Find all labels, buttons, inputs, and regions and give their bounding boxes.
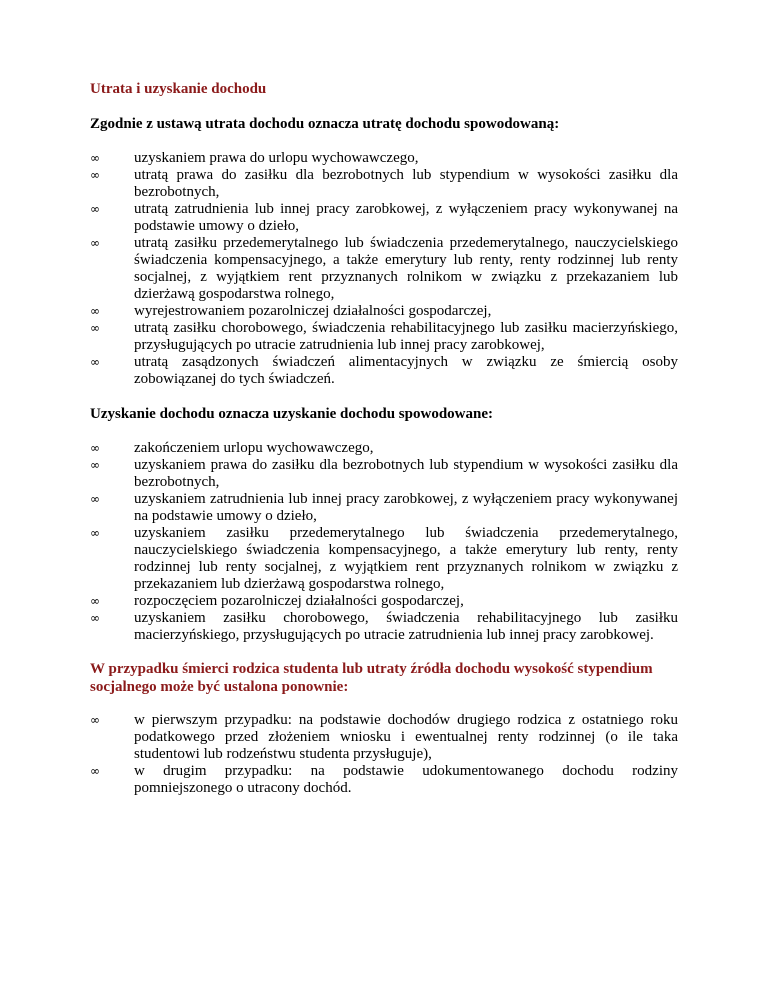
list-item [90,491,678,525]
list-item [90,440,678,457]
list-item-text: zakończeniem urlopu wychowawczego, [134,440,374,456]
list-item-text: w drugim przypadku: na podstawie udokumentowanego dochodu rodziny pomniejszonego o utracony dochód. [134,763,678,796]
list-item [90,150,678,167]
list-item [90,610,678,644]
list-item [90,593,678,610]
income-gain-list [90,440,678,644]
list-item-text: w pierwszym przypadku: na podstawie dochodów drugiego rodzica z ostatniego roku podatkowego przed złożeniem wniosku i ewentualnej renty rodzinnej (o ile taka studentowi lub rodzeństwu studenta przysługuje), [134,712,678,762]
income-loss-list [90,150,678,388]
list-item-text: utratą zatrudnienia lub innej pracy zarobkowej, z wyłączeniem pracy wykonywanej na podstawie umowy o dzieło, [134,201,678,234]
list-item [90,525,678,593]
list-item [90,763,678,797]
section-heading-income-gain: Uzyskanie dochodu oznacza uzyskanie dochodu spowodowane: [90,406,493,422]
document-page [90,80,678,797]
list-item-text: wyrejestrowaniem pozarolniczej działalności gospodarczej, [134,303,492,319]
infinity-bullet-icon: ∞ [90,202,100,216]
infinity-bullet-icon: ∞ [90,151,100,165]
infinity-bullet-icon: ∞ [90,594,100,608]
infinity-bullet-icon: ∞ [90,611,100,625]
list-item-text: uzyskaniem prawa do urlopu wychowawczego, [134,150,419,166]
infinity-bullet-icon: ∞ [90,236,100,250]
infinity-bullet-icon: ∞ [90,764,100,778]
list-item-text: utratą zasiłku chorobowego, świadczenia rehabilitacyjnego lub zasiłku macierzyńskiego, przysługujących po utracie zatrudnienia lub innej pracy zarobkowej, [134,320,678,353]
infinity-bullet-icon: ∞ [90,492,100,506]
list-item-text: uzyskaniem zatrudnienia lub innej pracy zarobkowej, z wyłączeniem pracy wykonywanej na podstawie umowy o dzieło, [134,491,678,524]
list-item [90,235,678,303]
infinity-bullet-icon: ∞ [90,458,100,472]
infinity-bullet-icon: ∞ [90,441,100,455]
list-item-text: utratą zasądzonych świadczeń alimentacyjnych w związku ze śmiercią osoby zobowiązanej do tych świadczeń. [134,354,678,387]
list-item [90,354,678,388]
list-item [90,167,678,201]
list-item-text: uzyskaniem prawa do zasiłku dla bezrobotnych lub stypendium w wysokości zasiłku dla bezrobotnych, [134,457,678,490]
list-item [90,320,678,354]
infinity-bullet-icon: ∞ [90,355,100,369]
infinity-bullet-icon: ∞ [90,168,100,182]
section-heading-income-loss: Zgodnie z ustawą utrata dochodu oznacza utratę dochodu spowodowaną: [90,116,560,132]
list-item-text: uzyskaniem zasiłku chorobowego, świadczenia rehabilitacyjnego lub zasiłku macierzyńskiego, przysługujących po utracie zatrudnienia lub innej pracy zarobkowej. [134,610,678,643]
infinity-bullet-icon: ∞ [90,304,100,318]
list-item [90,457,678,491]
recalculation-list [90,712,678,797]
document-title: Utrata i uzyskanie dochodu [90,81,267,97]
infinity-bullet-icon: ∞ [90,713,100,727]
list-item [90,303,678,320]
infinity-bullet-icon: ∞ [90,321,100,335]
list-item-text: utratą prawa do zasiłku dla bezrobotnych lub stypendium w wysokości zasiłku dla bezrobotnych, [134,167,678,200]
list-item [90,712,678,763]
list-item-text: uzyskaniem zasiłku przedemerytalnego lub świadczenia przedemerytalnego, nauczycielskiego świadczenia kompensacyjnego, a także emerytury lub renty, renty rodzinnej lub renty socjalnej, z wyjątkiem rent przyznanych rolnikom w związku z przekazaniem lub dzierżawą gospodarstwa rolnego, [134,525,678,592]
list-item [90,201,678,235]
list-item-text: utratą zasiłku przedemerytalnego lub świadczenia przedemerytalnego, nauczycielskiego świadczenia kompensacyjnego, a także emerytury lub renty, renty rodzinnej lub renty socjalnej, z wyjątkiem rent przyznanych rolnikom w związku z przekazaniem lub dzierżawą gospodarstwa rolnego, [134,235,678,302]
infinity-bullet-icon: ∞ [90,526,100,540]
section-heading-recalculation: W przypadku śmierci rodzica studenta lub utraty źródła dochodu wysokość stypendium socjalnego może być ustalona ponownie: [90,661,653,695]
list-item-text: rozpoczęciem pozarolniczej działalności gospodarczej, [134,593,464,609]
